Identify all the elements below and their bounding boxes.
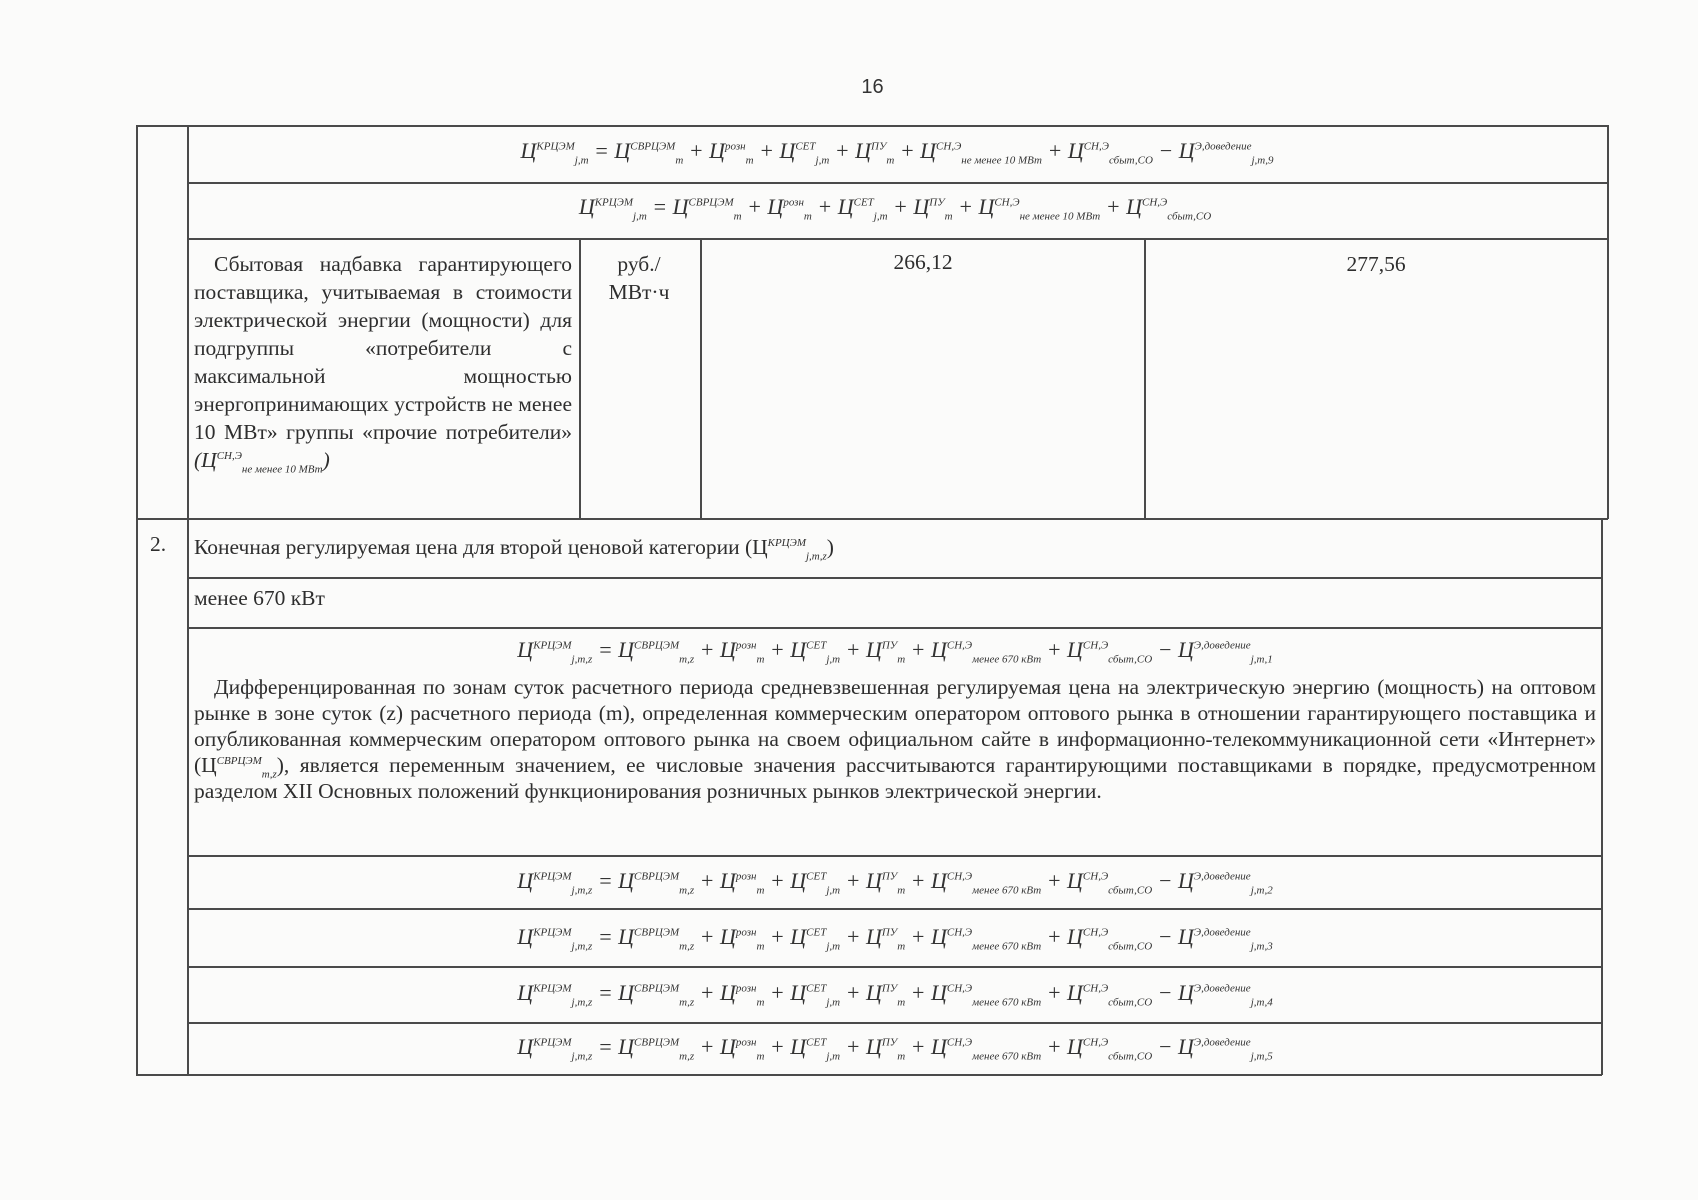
formula-row1-b: $Ц^{КРЦЭМ}_{j,m} = Ц^{СВРЦЭМ}_m + Ц^{розн}_m + Ц^{СЕТ}_{j,m} + Ц^{ПУ}_m + Ц^{СН,Э}_{не менее 10 МВт} + Ц^{СН,Э}_{сбыт,СО}$ xyxy=(578,194,1212,223)
section-title: Конечная регулируемая цена для второй ценовой категории $(Ц^{КРЦЭМ}_{j,m,z})$ xyxy=(194,535,834,563)
page-number: 16 xyxy=(861,76,884,98)
surcharge-description-text: Сбытовая надбавка гарантирующего поставщика, учитываемая в стоимости электрической энергии (мощности) для подгруппы «потребители с максимальной мощностью энергопринимающих устройств не менее 10 МВт» группы «прочие потребители» xyxy=(194,252,572,444)
row-index: 2. xyxy=(150,532,167,556)
value-cell-1: 266,12 xyxy=(893,250,953,274)
formula-row2-1: $Ц^{КРЦЭМ}_{j,m,z} = Ц^{СВРЦЭМ}_{m,z} + Ц^{розн}_m + Ц^{СЕТ}_{j,m} + Ц^{ПУ}_m + Ц^{СН,Э}_{менее 670 кВт} + Ц^{СН,Э}_{сбыт,СО} - Ц^{Э,доведение}_{j,m,1}$ xyxy=(517,637,1273,666)
formula-row2-3: $Ц^{КРЦЭМ}_{j,m,z} = Ц^{СВРЦЭМ}_{m,z} + Ц^{розн}_m + Ц^{СЕТ}_{j,m} + Ц^{ПУ}_m + Ц^{СН,Э}_{менее 670 кВт} + Ц^{СН,Э}_{сбыт,СО} - Ц^{Э,доведение}_{j,m,3}$ xyxy=(517,924,1273,953)
surcharge-symbol: $(Ц^{СН,Э}_{не менее 10 МВт})$ xyxy=(194,448,330,476)
value-cell-2: 277,56 xyxy=(1346,252,1406,276)
surcharge-description xyxy=(194,250,572,474)
price-explanation: Дифференцированная по зонам суток расчетного периода средневзвешенная регулируемая цена на электрическую энергию (мощность) на оптовом рынке в зоне суток (z) расчетного периода (m), определенная коммерческим оператором оптового рынка в отношении гарантирующего поставщика и опубликованная коммерческим оператором оптового рынка на своем официальном сайте в информационно-телекоммуникационной сети «Интернет» $(Ц^{СВРЦЭМ}_{m,z})$, является переменным значением, ее числовые значения рассчитываются гарантирующими поставщиками в порядке, предусмотренном разделом XII Основных положений функционирования розничных рынков электрической энергии. xyxy=(194,675,1596,803)
formula-row2-4: $Ц^{КРЦЭМ}_{j,m,z} = Ц^{СВРЦЭМ}_{m,z} + Ц^{розн}_m + Ц^{СЕТ}_{j,m} + Ц^{ПУ}_m + Ц^{СН,Э}_{менее 670 кВт} + Ц^{СН,Э}_{сбыт,СО} - Ц^{Э,доведение}_{j,m,4}$ xyxy=(517,980,1273,1009)
unit-cell: руб./ МВт·ч xyxy=(608,252,670,304)
capacity-subheading: менее 670 кВт xyxy=(194,586,325,610)
formula-row2-5: $Ц^{КРЦЭМ}_{j,m,z} = Ц^{СВРЦЭМ}_{m,z} + Ц^{розн}_m + Ц^{СЕТ}_{j,m} + Ц^{ПУ}_m + Ц^{СН,Э}_{менее 670 кВт} + Ц^{СН,Э}_{сбыт,СО} - Ц^{Э,доведение}_{j,m,5}$ xyxy=(517,1034,1273,1063)
formula-row2-2: $Ц^{КРЦЭМ}_{j,m,z} = Ц^{СВРЦЭМ}_{m,z} + Ц^{розн}_m + Ц^{СЕТ}_{j,m} + Ц^{ПУ}_m + Ц^{СН,Э}_{менее 670 кВт} + Ц^{СН,Э}_{сбыт,СО} - Ц^{Э,доведение}_{j,m,2}$ xyxy=(517,868,1273,897)
formula-row1-a: $Ц^{КРЦЭМ}_{j,m} = Ц^{СВРЦЭМ}_m + Ц^{розн}_m + Ц^{СЕТ}_{j,m} + Ц^{ПУ}_m + Ц^{СН,Э}_{не менее 10 МВт} + Ц^{СН,Э}_{сбыт,СО} - Ц^{Э,доведение}_{j,m,9}$ xyxy=(520,138,1274,167)
